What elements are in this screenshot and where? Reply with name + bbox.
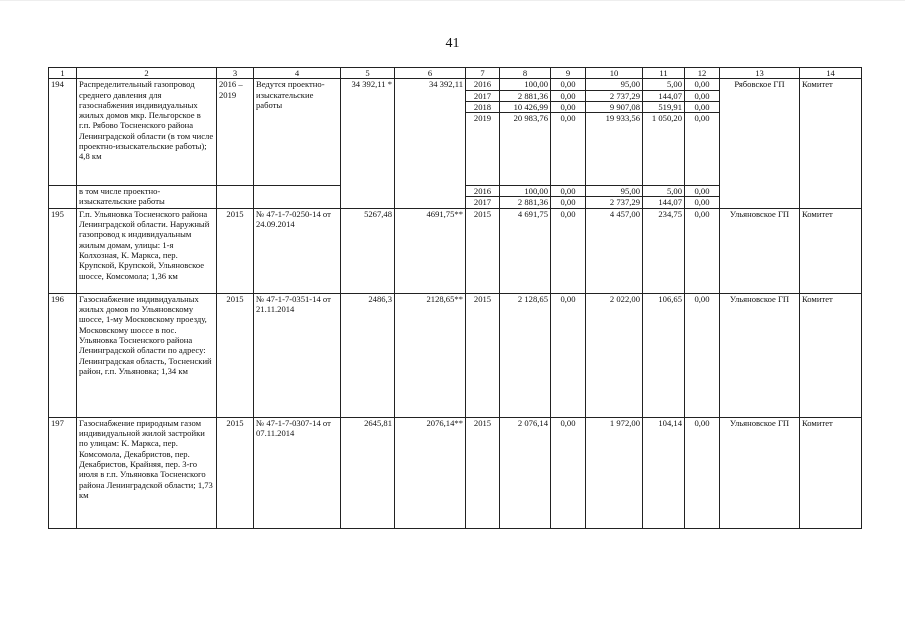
other: 0,00 bbox=[685, 79, 720, 90]
column-header: 14 bbox=[800, 68, 862, 79]
table-row bbox=[49, 417, 862, 528]
cost-total: 2076,14** bbox=[395, 417, 466, 528]
local: 144,07 bbox=[643, 90, 685, 101]
local: 104,14 bbox=[643, 417, 685, 528]
scan-edge bbox=[0, 0, 905, 1]
period: 2016 – 2019 bbox=[217, 79, 254, 186]
row-number: 195 bbox=[49, 208, 77, 293]
page-number: 41 bbox=[445, 36, 460, 51]
column-header: 8 bbox=[500, 68, 551, 79]
municipality: Ульяновское ГП bbox=[720, 417, 800, 528]
regional: 2 022,00 bbox=[586, 293, 643, 417]
municipality: Ульяновское ГП bbox=[720, 293, 800, 417]
other: 0,00 bbox=[685, 293, 720, 417]
total: 100,00 bbox=[500, 186, 551, 197]
status: № 47-1-7-0307-14 от 07.11.2014 bbox=[254, 417, 341, 528]
investment-table bbox=[48, 67, 862, 529]
year: 2018 bbox=[466, 101, 500, 112]
cost-total: 2128,65** bbox=[395, 293, 466, 417]
federal: 0,00 bbox=[551, 113, 586, 186]
local: 106,65 bbox=[643, 293, 685, 417]
total: 2 128,65 bbox=[500, 293, 551, 417]
cost-estimate: 34 392,11 * bbox=[341, 79, 395, 208]
status: Ведутся проектно-изыскательские работы bbox=[254, 79, 341, 186]
column-number-row bbox=[49, 68, 862, 79]
cost-estimate: 5267,48 bbox=[341, 208, 395, 293]
period: 2015 bbox=[217, 208, 254, 293]
year: 2015 bbox=[466, 417, 500, 528]
total: 2 881,36 bbox=[500, 197, 551, 208]
regional: 95,00 bbox=[586, 79, 643, 90]
status: № 47-1-7-0250-14 от 24.09.2014 bbox=[254, 208, 341, 293]
cost-total: 4691,75** bbox=[395, 208, 466, 293]
column-header: 7 bbox=[466, 68, 500, 79]
regional: 19 933,56 bbox=[586, 113, 643, 186]
regional: 4 457,00 bbox=[586, 208, 643, 293]
local: 234,75 bbox=[643, 208, 685, 293]
federal: 0,00 bbox=[551, 186, 586, 197]
object-name: Г.п. Ульяновка Тосненского района Ленинградской области. Наружный газопровод к индивидуальным жилым домам, улицы: 1-я Колхозная, К. Маркса, пер. Крупской, Крупской, Ульяновское шоссе, Комсомола; 1,36 км bbox=[77, 208, 217, 293]
municipality: Ульяновское ГП bbox=[720, 208, 800, 293]
regional: 1 972,00 bbox=[586, 417, 643, 528]
other: 0,00 bbox=[685, 101, 720, 112]
federal: 0,00 bbox=[551, 90, 586, 101]
total: 100,00 bbox=[500, 79, 551, 90]
year: 2016 bbox=[466, 186, 500, 197]
table-row bbox=[49, 208, 862, 293]
column-header: 9 bbox=[551, 68, 586, 79]
total: 20 983,76 bbox=[500, 113, 551, 186]
executor: Комитет bbox=[800, 417, 862, 528]
other: 0,00 bbox=[685, 186, 720, 197]
column-header: 11 bbox=[643, 68, 685, 79]
column-header: 1 bbox=[49, 68, 77, 79]
other: 0,00 bbox=[685, 417, 720, 528]
municipality: Рябовское ГП bbox=[720, 79, 800, 208]
regional: 2 737,29 bbox=[586, 197, 643, 208]
column-header: 13 bbox=[720, 68, 800, 79]
executor: Комитет bbox=[800, 208, 862, 293]
other: 0,00 bbox=[685, 90, 720, 101]
row-number: 197 bbox=[49, 417, 77, 528]
year: 2017 bbox=[466, 197, 500, 208]
row-number: 196 bbox=[49, 293, 77, 417]
other: 0,00 bbox=[685, 113, 720, 186]
executor: Комитет bbox=[800, 293, 862, 417]
local: 144,07 bbox=[643, 197, 685, 208]
federal: 0,00 bbox=[551, 197, 586, 208]
table-row bbox=[49, 79, 862, 90]
column-header: 4 bbox=[254, 68, 341, 79]
federal: 0,00 bbox=[551, 208, 586, 293]
other: 0,00 bbox=[685, 208, 720, 293]
cost-estimate: 2645,81 bbox=[341, 417, 395, 528]
local: 519,91 bbox=[643, 101, 685, 112]
table-row bbox=[49, 293, 862, 417]
object-name: Распределительный газопровод среднего давления для газоснабжения индивидуальных жилых домов мкр. Пельгорское в г.п. Рябово Тосненского района Ленинградской области (в том числе проектно-изыскательские работы); 4,8 км bbox=[77, 79, 217, 186]
status: № 47-1-7-0351-14 от 21.11.2014 bbox=[254, 293, 341, 417]
column-header: 3 bbox=[217, 68, 254, 79]
year: 2015 bbox=[466, 208, 500, 293]
period: 2015 bbox=[217, 417, 254, 528]
column-header: 2 bbox=[77, 68, 217, 79]
year: 2016 bbox=[466, 79, 500, 90]
federal: 0,00 bbox=[551, 79, 586, 90]
object-name: Газоснабжение природным газом индивидуальной жилой застройки по улицам: К. Маркса, пер. Комсомола, Декабристов, пер. Декабристов, Крайняя, пер. 3-го июля в г.п. Ульяновка Тосненского района Ленинградской области; 1,73 км bbox=[77, 417, 217, 528]
local: 5,00 bbox=[643, 79, 685, 90]
column-header: 10 bbox=[586, 68, 643, 79]
year: 2019 bbox=[466, 113, 500, 186]
federal: 0,00 bbox=[551, 417, 586, 528]
column-header: 6 bbox=[395, 68, 466, 79]
status-empty bbox=[254, 186, 341, 209]
row-number: 194 bbox=[49, 79, 77, 186]
other: 0,00 bbox=[685, 197, 720, 208]
local: 1 050,20 bbox=[643, 113, 685, 186]
federal: 0,00 bbox=[551, 101, 586, 112]
total: 2 881,36 bbox=[500, 90, 551, 101]
year: 2017 bbox=[466, 90, 500, 101]
sub-label: в том числе проектно-изыскательские работы bbox=[77, 186, 217, 209]
column-header: 12 bbox=[685, 68, 720, 79]
executor: Комитет bbox=[800, 79, 862, 208]
total: 4 691,75 bbox=[500, 208, 551, 293]
period-empty bbox=[217, 186, 254, 209]
total: 10 426,99 bbox=[500, 101, 551, 112]
federal: 0,00 bbox=[551, 293, 586, 417]
row-number-empty bbox=[49, 186, 77, 209]
cost-total: 34 392,11 bbox=[395, 79, 466, 208]
local: 5,00 bbox=[643, 186, 685, 197]
object-name: Газоснабжение индивидуальных жилых домов по Ульяновскому шоссе, 1-му Московскому проезду, Московскому шоссе в пос. Ульяновка Тосненского района Ленинградской области по адресу: Ленинградская область, Тосненский район, г.п. Ульяновка; 1,34 км bbox=[77, 293, 217, 417]
regional: 95,00 bbox=[586, 186, 643, 197]
year: 2015 bbox=[466, 293, 500, 417]
period: 2015 bbox=[217, 293, 254, 417]
cost-estimate: 2486,3 bbox=[341, 293, 395, 417]
total: 2 076,14 bbox=[500, 417, 551, 528]
regional: 2 737,29 bbox=[586, 90, 643, 101]
column-header: 5 bbox=[341, 68, 395, 79]
regional: 9 907,08 bbox=[586, 101, 643, 112]
